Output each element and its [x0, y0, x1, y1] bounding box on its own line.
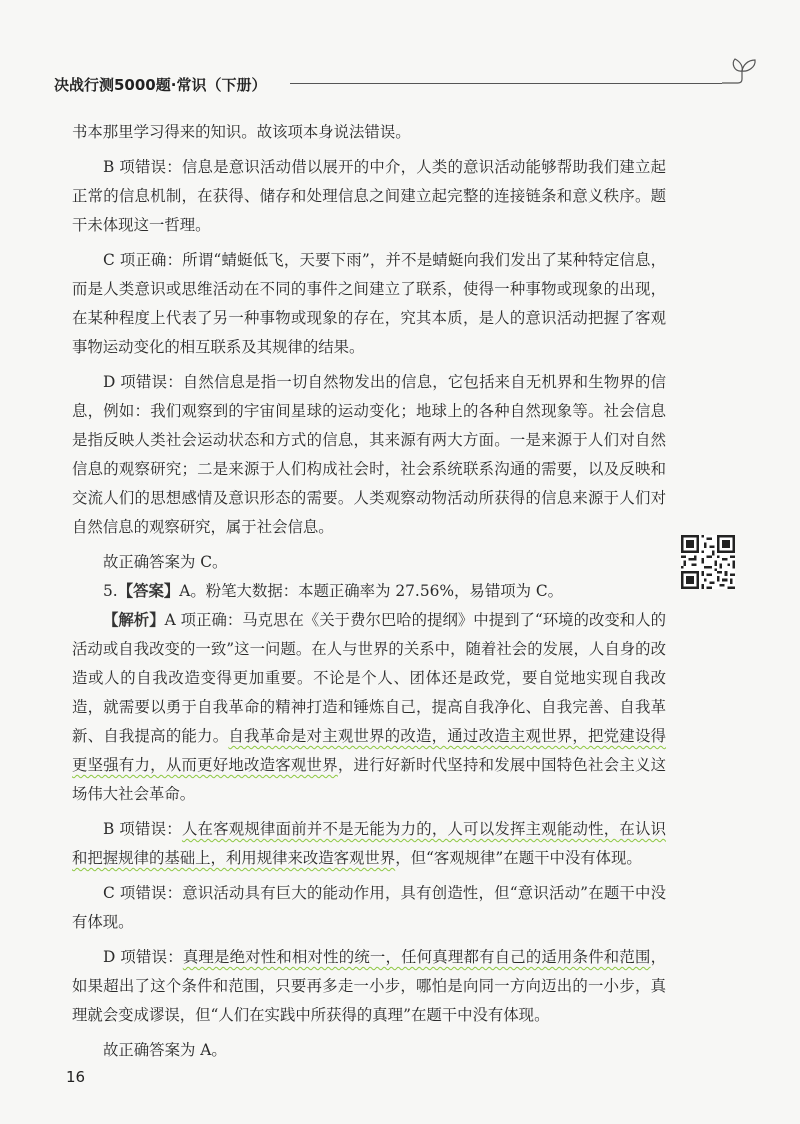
- answer-tag: 【答案】: [117, 582, 180, 600]
- analysis-paragraph: [72, 606, 666, 809]
- question-5-answer: [72, 577, 666, 606]
- q5-option-b: [72, 815, 666, 873]
- analysis-text-end: ，进行好新时代坚持和发展中国特色社会主义这场伟大社会革命。: [72, 756, 666, 803]
- final-answer: 故正确答案为 A。: [103, 1041, 227, 1059]
- paragraph-continuation: 书本那里学习得来的知识。故该项本身说法错误。: [72, 123, 411, 141]
- question-number: 5.: [103, 582, 118, 600]
- page-content: [72, 118, 666, 1065]
- option-d-highlight: 真理是绝对性和相对性的统一，任何真理都有自己的适用条件和范围: [182, 948, 651, 966]
- header-rule: [290, 83, 722, 84]
- option-rest: ，但“客观规律”在题干中没有体现。: [395, 849, 642, 867]
- analysis-text: A 项正确：马克思在《关于费尔巴哈的提纲》中提到了“环境的改变和人的活动或自我改变的一致”这一问题。在人与世界的关系中，随着社会的发展，人自身的改造或人的自我改造变得更加重要。不论是个人、团体还是政党，要自觉地实现自我改造，就需要以勇于自我革命的精神打造和锤炼自己，提高自我净化、自我完善、自我革新、自我提高的能力。: [72, 611, 666, 745]
- page-header: [54, 74, 764, 98]
- option-lead: D 项错误：: [103, 948, 183, 966]
- sprout-icon: [720, 56, 760, 88]
- option-lead: B 项错误：: [103, 820, 182, 838]
- option-rest: ，如果超出了这个条件和范围，只要再多走一小步，哪怕是向同一方向迈出的一小步，真理就会变成谬误，但“人们在实践中所获得的真理”在题干中没有体现。: [72, 948, 666, 1024]
- option-b-highlight: 人在客观规律面前并不是无能为力的，人可以发挥主观能动性，在认识和把握规律的基础上，利用规律来改造客观世界: [72, 820, 666, 867]
- header-title: 决战行测5000题·常识（下册）: [54, 76, 267, 94]
- page-number: 16: [66, 1068, 86, 1086]
- q5-option-d: [72, 943, 666, 1030]
- q5-option-c: C 项错误：意识活动具有巨大的能动作用，具有创造性，但“意识活动”在题干中没有体现。: [72, 884, 666, 931]
- option-b-explanation: B 项错误：信息是意识活动借以展开的中介，人类的意识活动能够帮助我们建立起正常的信息机制，在获得、储存和处理信息之间建立起完整的连接链条和意义秩序。题干未体现这一哲理。: [72, 158, 666, 234]
- analysis-tag: 【解析】: [103, 611, 165, 629]
- answer-summary: 故正确答案为 C。: [103, 553, 228, 571]
- qr-code-icon[interactable]: [681, 535, 735, 589]
- analysis-highlight: 自我革命是对主观世界的改造，通过改造主观世界，把党建设得更坚强有力，从而更好地改造客观世界: [72, 727, 666, 774]
- answer-text: A。粉笔大数据：本题正确率为 27.56%，易错项为 C。: [179, 582, 564, 600]
- option-d-explanation: D 项错误：自然信息是指一切自然物发出的信息，它包括来自无机界和生物界的信息，例如：我们观察到的宇宙间星球的运动变化；地球上的各种自然现象等。社会信息是指反映人类社会运动状态和方式的信息，其来源有两大方面。一是来源于人们对自然信息的观察研究；二是来源于人们构成社会时，社会系统联系沟通的需要，以及反映和交流人们的思想感情及意识形态的需要。人类观察动物活动所获得的信息来源于人们对自然信息的观察研究，属于社会信息。: [72, 373, 666, 536]
- option-c-explanation: C 项正确：所谓“蜻蜓低飞，天要下雨”，并不是蜻蜓向我们发出了某种特定信息，而是人类意识或思维活动在不同的事件之间建立了联系，使得一种事物或现象的出现，在某种程度上代表了另一种事物或现象的存在，究其本质，是人的意识活动把握了客观事物运动变化的相互联系及其规律的结果。: [72, 251, 666, 356]
